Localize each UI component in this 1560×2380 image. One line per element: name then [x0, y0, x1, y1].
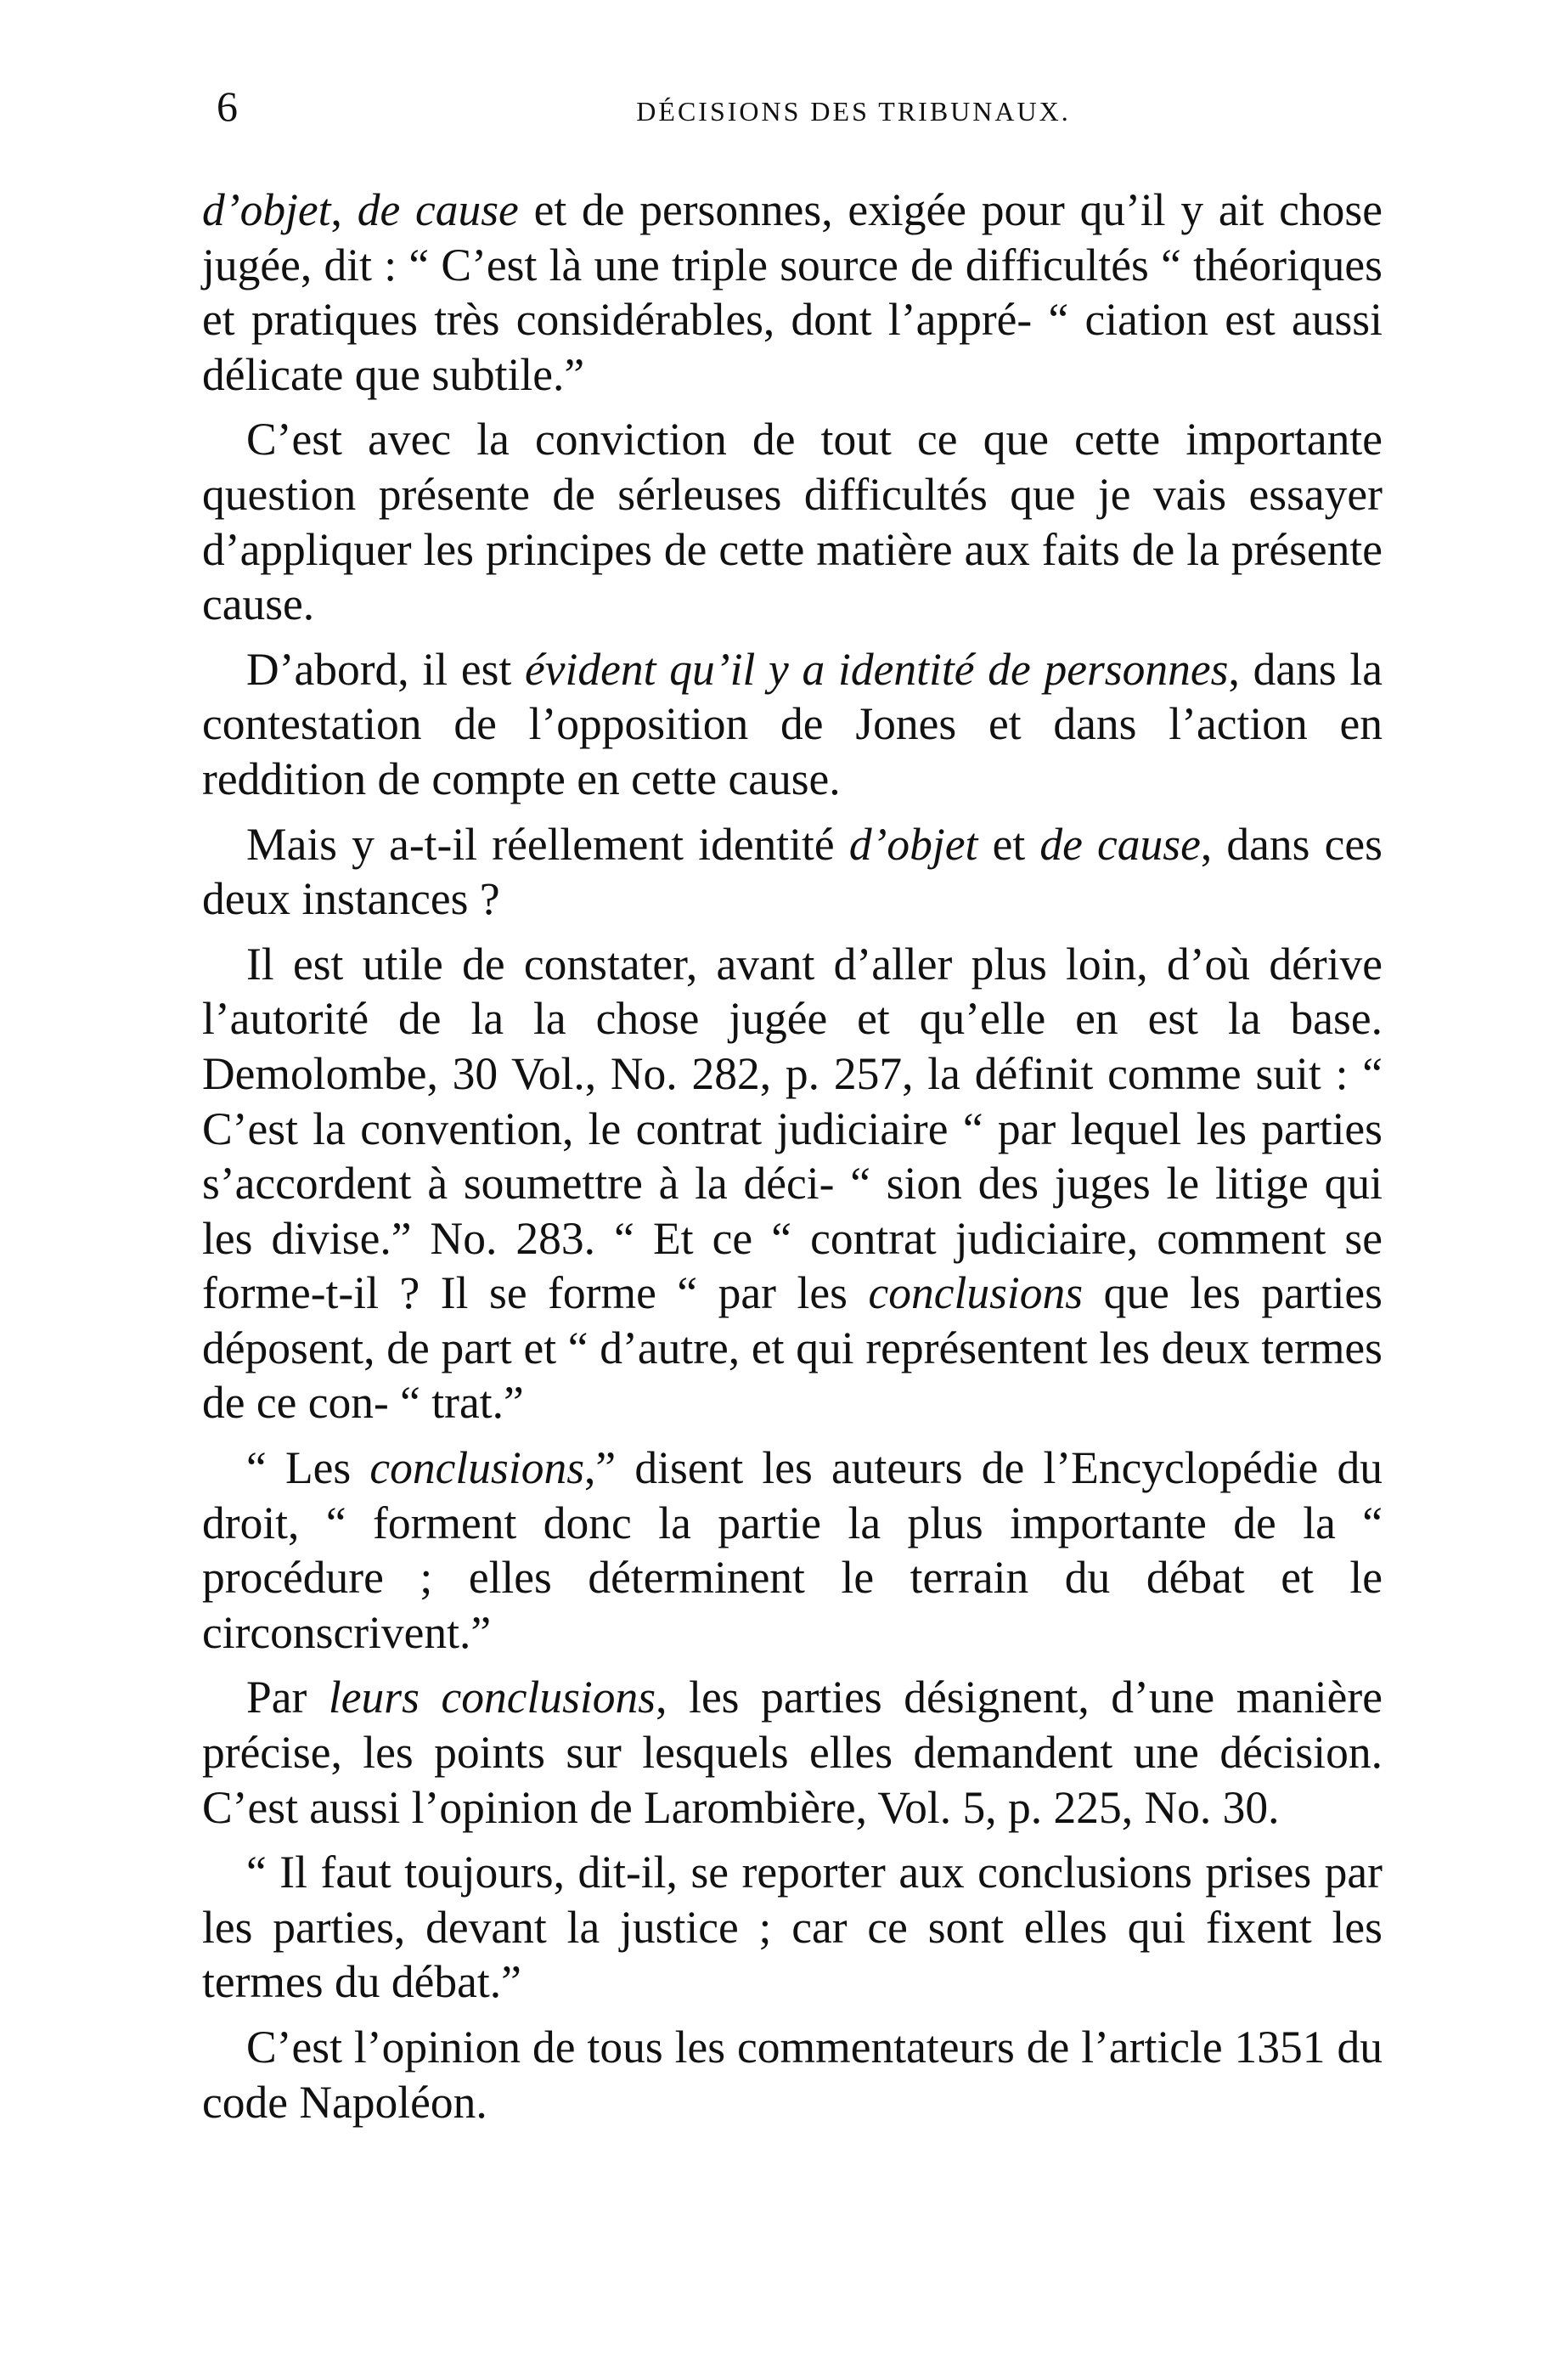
- italic-text: conclusions: [369, 1442, 585, 1494]
- running-head: DÉCISIONS DES TRIBUNAUX.: [636, 96, 1071, 127]
- text-run: , dans la contestation de l’opposition de Jones et dans l’action en reddition de compte en cette cause.: [202, 643, 1383, 804]
- text-run: et: [977, 818, 1040, 870]
- text-run: Par: [246, 1672, 329, 1723]
- italic-text: d’objet: [202, 184, 331, 235]
- italic-text: conclusions: [868, 1267, 1084, 1319]
- page-number: 6: [217, 82, 238, 130]
- text-run: , dans ces deux instances ?: [202, 818, 1383, 925]
- text-run: Mais y a-t-il réellement identité: [246, 818, 849, 870]
- paragraph: [202, 817, 1383, 927]
- paragraph: [202, 183, 1383, 402]
- text-run: Il est utile de constater, avant d’aller plus loin, d’où dérive l’autorité de la la chose jugée et qu’elle en est la base. Demolombe, 30 Vol., No. 282, p. 257, la définit comme suit : “ C’est la convention, le contrat judiciaire “ par lequel les parties s’accordent à soumettre à la déci- “ sion des juges le litige qui les divise.” No. 283. “ Et ce “ contrat judiciaire, comment se forme-t-il ? Il se forme “ par les: [202, 938, 1383, 1319]
- text-run: ,: [330, 184, 358, 235]
- text-run: C’est avec la conviction de tout ce que cette importante question présente de sérleuses difficultés que je vais essayer d’appliquer les principes de cette matière aux faits de la présente cause.: [202, 414, 1383, 630]
- paragraph: [202, 642, 1383, 807]
- text-run: “ Les: [246, 1442, 370, 1494]
- paragraph: [202, 2020, 1383, 2129]
- paragraph: [202, 412, 1383, 631]
- italic-text: de cause: [1039, 818, 1201, 870]
- paragraph: [202, 1670, 1383, 1835]
- page-header: [217, 81, 1388, 149]
- italic-text: évident qu’il y a identité de personnes: [525, 643, 1229, 695]
- text-run: , les parties désignent, d’une manière précise, les points sur lesquels elles demandent une décision. C’est aussi l’opinion de Larombière, Vol. 5, p. 225, No. 30.: [202, 1672, 1383, 1833]
- text-run: C’est l’opinion de tous les commentateurs de l’article 1351 du code Napoléon.: [202, 2022, 1383, 2128]
- text-run: D’abord, il est: [246, 643, 526, 695]
- text-run: et de personnes, exigée pour qu’il y ait chose jugée, dit : “ C’est là une triple source de difficultés “ théoriques et pratiques très considérables, dont l’appré- “ ciation est aussi délicate que subtile.”: [202, 184, 1383, 400]
- text-run: ,” disent les auteurs de l’Encyclopédie du droit, “ forment donc la partie la plus importante de la “ procédure ; elles déterminent le terrain du débat et le circonscrivent.”: [202, 1442, 1383, 1658]
- paragraph: [202, 937, 1383, 1430]
- text-run: que les parties déposent, de part et “ d’autre, et qui représentent les deux termes de ce con- “ trat.”: [202, 1267, 1383, 1429]
- italic-text: leurs conclusions: [328, 1672, 656, 1723]
- text-run: “ Il faut toujours, dit-il, se reporter aux conclusions prises par les parties, devant la justice ; car ce sont elles qui fixent les termes du débat.”: [202, 1847, 1383, 2008]
- body-text: [202, 183, 1383, 2129]
- italic-text: de cause: [357, 184, 519, 235]
- italic-text: d’objet: [848, 818, 978, 870]
- paragraph: [202, 1441, 1383, 1660]
- paragraph: [202, 1845, 1383, 2010]
